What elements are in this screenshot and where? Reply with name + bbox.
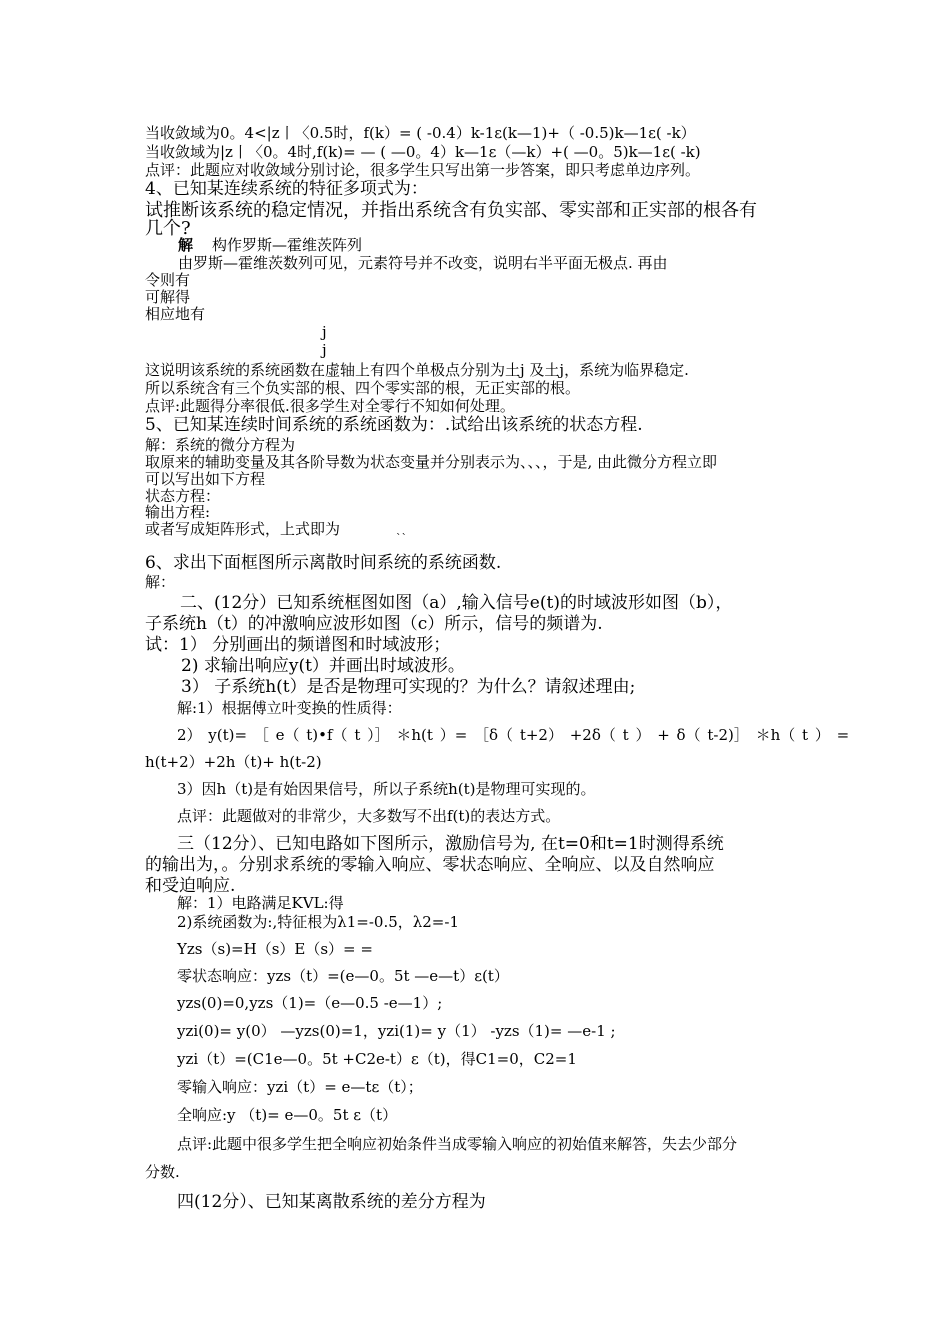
text-line: 或者写成矩阵形式，上式即为 <box>145 520 341 538</box>
text-line: `` <box>396 532 407 545</box>
text-line: 零状态响应：yzs（t）=(e—0。5t —e—t）ε(t） <box>177 967 509 985</box>
text-line: yzs(0)=0,yzs（1)=（e—0.5 -e—1）; <box>177 994 443 1012</box>
text-line: 2) 求输出响应y(t）并画出时域波形。 <box>181 656 465 676</box>
text-line: 试：1） 分别画出的频谱图和时域波形； <box>145 635 451 655</box>
text-line: 解： <box>145 573 176 591</box>
question-heading: 三（12分）、已知电路如下图所示，激励信号为, 在t=0和t=1时测得系统 <box>177 834 724 854</box>
text-line: yzi(0)= y(0） —yzs(0)=1，yzi(1)= y（1） -yzs（1)= —e-1 ; <box>177 1022 616 1040</box>
text-line: 当收敛域为0。4<|z丨〈0.5时，f(k）= ( -0.4）k-1ε(k—1)+（ -0.5)k—1ε( -k） <box>145 124 696 142</box>
text-line: 可以写出如下方程 <box>145 470 266 488</box>
question-heading: 二、(12分）已知系统框图如图（a）,输入信号e(t)的时域波形如图（b）， <box>180 593 733 613</box>
text-line: 状态方程： <box>145 487 221 505</box>
text-line: 点评:此题得分率很低.很多学生对全零行不知如何处理。 <box>145 397 515 415</box>
text-line: 3）因h（t)是有始因果信号，所以子系统h(t)是物理可实现的。 <box>177 780 596 798</box>
text-line: 令则有 <box>145 271 191 289</box>
text-line: Yzs（s)=H（s）E（s）= = <box>177 940 373 958</box>
text-line: 和受迫响应. <box>145 876 236 896</box>
text-line: 全响应:y （t)= e—0。5t ε（t） <box>177 1106 398 1124</box>
text-line: 取原来的辅助变量及其各阶导数为状态变量并分别表示为、、、，于是, 由此微分方程立即 <box>145 453 718 471</box>
question-heading: 6、求出下面框图所示离散时间系统的系统函数. <box>145 553 502 573</box>
text-line: 可解得 <box>145 288 191 306</box>
text-line: 3） 子系统h(t）是否是物理可实现的？为什么？请叙述理由; <box>181 677 636 697</box>
question-heading: 四(12分）、已知某离散系统的差分方程为 <box>177 1192 486 1212</box>
text-line: 2） y(t)= ［ e（ t)•f（ t ）］ ＊h(t ）= ［δ（ t+2） +2δ（ t ） + δ（ t-2)］ ＊h（ t ） = <box>177 726 850 744</box>
text-line: j <box>322 341 327 359</box>
text-line: 解：1）电路满足KVL:得 <box>177 894 344 912</box>
text-line: 解：系统的微分方程为 <box>145 436 296 454</box>
text-line: 由罗斯—霍维茨数列可见，元素符号并不改变，说明右半平面无极点. 再由 <box>178 254 668 272</box>
text-line: 这说明该系统的系统函数在虚轴上有四个单极点分别为土j 及土j，系统为临界稳定. <box>145 361 689 379</box>
text-line: 解:1）根据傅立叶变换的性质得： <box>177 699 402 717</box>
text-line: 2)系统函数为:,特征根为λ1=-0.5，λ2=-1 <box>177 913 459 931</box>
text-line: 构作罗斯—霍维茨阵列 <box>212 236 363 254</box>
text-line: 的输出为，。分别求系统的零输入响应、零状态响应、全响应、以及自然响应 <box>145 855 715 875</box>
text-line: 当收敛域为|z丨〈0。4时,f(k)= — ( —0。4）k—1ε（—k）+( —0。5)k—1ε( -k) <box>145 143 701 161</box>
text-line: h(t+2）+2h（t)+ h(t-2) <box>145 753 322 771</box>
text-line: 几个? <box>145 218 191 239</box>
text-line: 零输入响应：yzi（t）= e—tε（t）； <box>177 1078 423 1096</box>
text-line: yzi（t）=(C1e—0。5t +C2e-t）ε（t)，得C1=0，C2=1 <box>177 1050 577 1068</box>
text-line: 点评：此题应对收敛域分别讨论，很多学生只写出第一步答案，即只考虑单边序列。 <box>145 161 701 179</box>
text-line: 所以系统含有三个负实部的根、四个零实部的根，无正实部的根。 <box>145 379 581 397</box>
text-line: 点评:此题中很多学生把全响应初始条件当成零输入响应的初始值来解答，失去少部分 <box>177 1135 738 1153</box>
text-line: 试推断该系统的稳定情况，并指出系统含有负实部、零实部和正实部的根各有 <box>145 200 757 221</box>
text-line: j <box>322 323 327 341</box>
text-line: 点评：此题做对的非常少，大多数写不出f(t)的表达方式。 <box>177 807 561 825</box>
text-line: 相应地有 <box>145 305 206 323</box>
text-line: 子系统h（t）的冲激响应波形如图（c）所示，信号的频谱为. <box>145 614 603 634</box>
text-line: 分数. <box>145 1163 180 1181</box>
text-line: 输出方程: <box>145 503 211 521</box>
solution-label: 解 <box>178 236 194 254</box>
question-heading: 4、已知某连续系统的特征多项式为： <box>145 179 428 199</box>
question-heading: 5、已知某连续时间系统的系统函数为：.试给出该系统的状态方程. <box>145 415 643 435</box>
